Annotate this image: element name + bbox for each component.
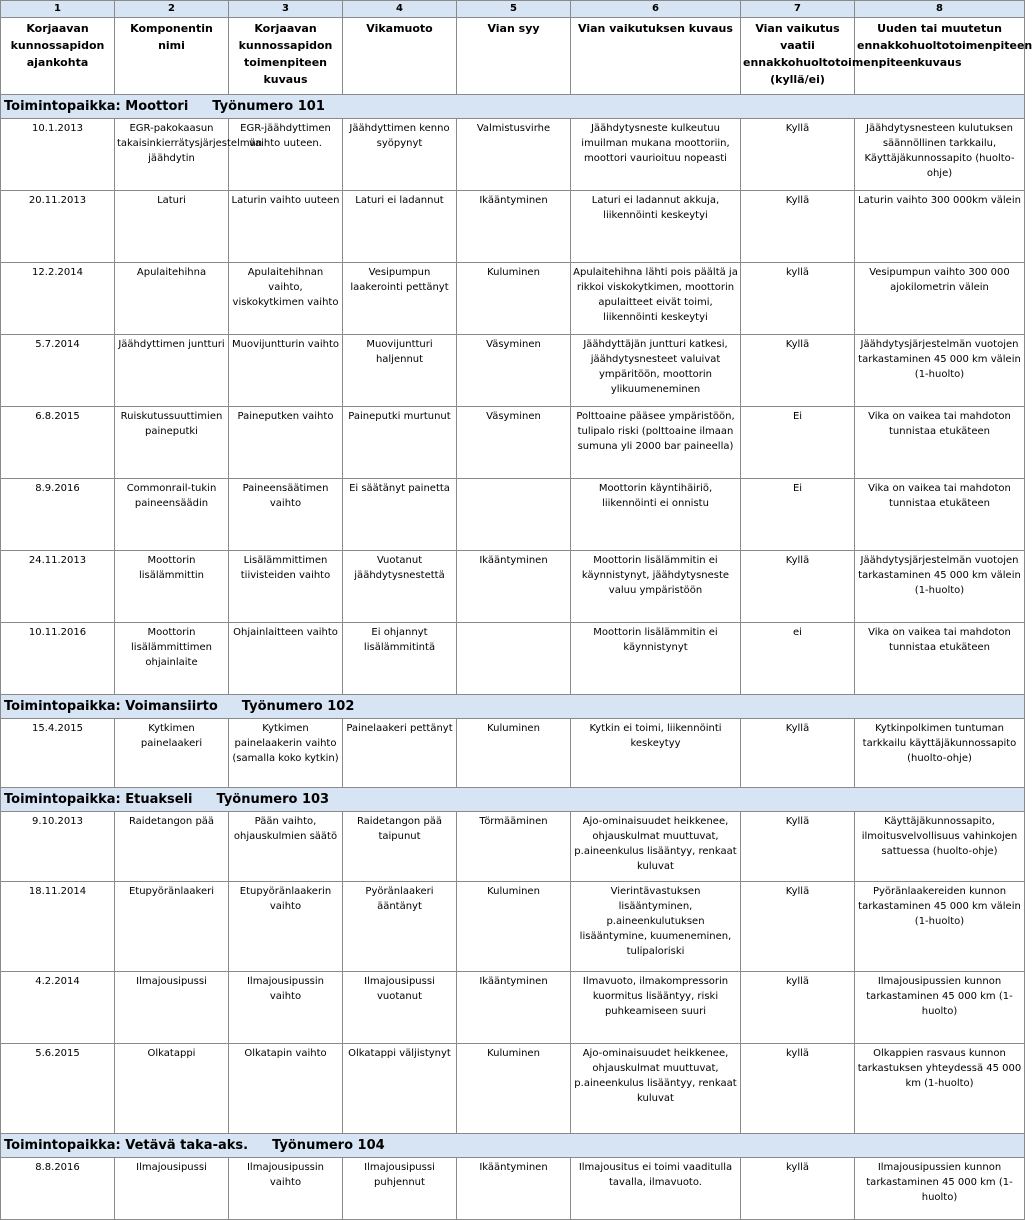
table-cell: Ikääntyminen: [457, 551, 571, 623]
table-row: [1, 719, 1025, 788]
table-cell: Muovijuntturin vaihto: [229, 335, 343, 407]
table-cell: Vika on vaikea tai mahdoton tunnistaa etukäteen: [855, 407, 1025, 479]
column-number: 5: [457, 1, 571, 18]
table-row: [1, 335, 1025, 407]
section-title: [1, 1134, 1025, 1158]
table-cell: Commonrail-tukin paineensäädin: [115, 479, 229, 551]
table-cell: kyllä: [741, 263, 855, 335]
table-cell: Jäähdyttäjän juntturi katkesi, jäähdytysnesteet valuivat ympäritöön, moottorin ylikuumeneminen: [571, 335, 741, 407]
table-cell: 24.11.2013: [1, 551, 115, 623]
table-cell: kyllä: [741, 1044, 855, 1134]
table-cell: Ei ohjannyt lisälämmitintä: [343, 623, 457, 695]
table-cell: Vesipumpun vaihto 300 000 ajokilometrin välein: [855, 263, 1025, 335]
table-cell: Kyllä: [741, 551, 855, 623]
table-cell: Jäähdytysnesteen kulutuksen säännöllinen tarkkailu, Käyttäjäkunnossapito (huolto-ohje): [855, 119, 1025, 191]
table-cell: 10.1.2013: [1, 119, 115, 191]
table-cell: Olkappien rasvaus kunnon tarkastuksen yhteydessä 45 000 km (1-huolto): [855, 1044, 1025, 1134]
table-cell: Kuluminen: [457, 1044, 571, 1134]
table-cell: Ruiskutussuuttimien paineputki: [115, 407, 229, 479]
table-cell: 6.8.2015: [1, 407, 115, 479]
section-header: [1, 788, 1025, 812]
table-cell: Ajo-ominaisuudet heikkenee, ohjauskulmat muuttuvat, p.aineenkulus lisääntyy, renkaat kuluvat: [571, 1044, 741, 1134]
table-cell: Ilmavuoto, ilmakompressorin kuormitus lisääntyy, riski puhkeamiseen suuri: [571, 972, 741, 1044]
table-cell: [457, 623, 571, 695]
table-row: [1, 1158, 1025, 1220]
table-cell: Kytkimen painelaakerin vaihto (samalla koko kytkin): [229, 719, 343, 788]
section-place: Toimintopaikka: Voimansiirto: [4, 699, 218, 714]
table-cell: Raidetangon pää taipunut: [343, 812, 457, 882]
table-cell: EGR-pakokaasun takaisinkierrätysjärjestelmän jäähdytin: [115, 119, 229, 191]
table-row: [1, 263, 1025, 335]
header-row: [1, 18, 1025, 95]
table-cell: Moottorin lisälämmitin ei käynnistynyt, jäähdytysneste valuu ympäristöön: [571, 551, 741, 623]
section-work-number: Työnumero 102: [241, 699, 355, 714]
table-cell: Moottorin lisälämmittimen ohjainlaite: [115, 623, 229, 695]
column-number: 8: [855, 1, 1025, 18]
table-cell: Ikääntyminen: [457, 972, 571, 1044]
table-cell: 8.8.2016: [1, 1158, 115, 1220]
section-work-number: Työnumero 104: [272, 1138, 385, 1153]
table-cell: Jäähdytysjärjestelmän vuotojen tarkastaminen 45 000 km välein (1-huolto): [855, 551, 1025, 623]
table-cell: Ilmajousipussi vuotanut: [343, 972, 457, 1044]
table-cell: Kuluminen: [457, 882, 571, 972]
table-row: [1, 191, 1025, 263]
table-cell: Ikääntyminen: [457, 191, 571, 263]
table-cell: Ilmajousipussien kunnon tarkastaminen 45 000 km (1-huolto): [855, 1158, 1025, 1220]
table-cell: Muovijuntturi haljennut: [343, 335, 457, 407]
table-row: [1, 551, 1025, 623]
table-cell: EGR-jäähdyttimen vaihto uuteen.: [229, 119, 343, 191]
column-header: Vikamuoto: [343, 18, 457, 95]
table-cell: Kyllä: [741, 882, 855, 972]
table-cell: Olkatappi: [115, 1044, 229, 1134]
table-cell: Jäähdytysjärjestelmän vuotojen tarkastaminen 45 000 km välein (1-huolto): [855, 335, 1025, 407]
table-cell: Ei: [741, 479, 855, 551]
table-cell: Ilmajousitus ei toimi vaaditulla tavalla, ilmavuoto.: [571, 1158, 741, 1220]
table-cell: Vuotanut jäähdytysnestettä: [343, 551, 457, 623]
table-cell: Ei: [741, 407, 855, 479]
table-row: [1, 119, 1025, 191]
column-number: 3: [229, 1, 343, 18]
table-cell: Polttoaine pääsee ympäristöön, tulipalo riski (polttoaine ilmaan sumuna yli 2000 bar paineella): [571, 407, 741, 479]
table-cell: Kyllä: [741, 191, 855, 263]
table-cell: Moottorin käyntihäiriö, liikennöinti ei onnistu: [571, 479, 741, 551]
table-cell: Ilmajousipussi: [115, 1158, 229, 1220]
column-number-row: [1, 1, 1025, 18]
table-cell: Ilmajousipussi puhjennut: [343, 1158, 457, 1220]
table-row: [1, 479, 1025, 551]
table-cell: 4.2.2014: [1, 972, 115, 1044]
table-cell: Vesipumpun laakerointi pettänyt: [343, 263, 457, 335]
column-number: 1: [1, 1, 115, 18]
table-cell: Käyttäjäkunnossapito, ilmoitusvelvollisuus vahinkojen sattuessa (huolto-ohje): [855, 812, 1025, 882]
section-work-number: Työnumero 103: [216, 792, 330, 807]
table-cell: Laturin vaihto uuteen: [229, 191, 343, 263]
table-cell: 18.11.2014: [1, 882, 115, 972]
table-cell: Laturi ei ladannut akkuja, liikennöinti keskeytyi: [571, 191, 741, 263]
table-cell: Vika on vaikea tai mahdoton tunnistaa etukäteen: [855, 623, 1025, 695]
table-cell: kyllä: [741, 1158, 855, 1220]
table-cell: Ilmajousipussin vaihto: [229, 972, 343, 1044]
table-cell: Pään vaihto, ohjauskulmien säätö: [229, 812, 343, 882]
table-row: [1, 972, 1025, 1044]
table-cell: 5.7.2014: [1, 335, 115, 407]
table-cell: Jäähdytysneste kulkeutuu imuilman mukana moottoriin, moottori vaurioituu nopeasti: [571, 119, 741, 191]
table-row: [1, 623, 1025, 695]
table-cell: 15.4.2015: [1, 719, 115, 788]
section-title: [1, 788, 1025, 812]
column-number: 4: [343, 1, 457, 18]
table-cell: 5.6.2015: [1, 1044, 115, 1134]
table-cell: Etupyöränlaakerin vaihto: [229, 882, 343, 972]
table-cell: Ei säätänyt painetta: [343, 479, 457, 551]
section-place: Toimintopaikka: Moottori: [4, 99, 189, 114]
table-cell: Vierintävastuksen lisääntyminen, p.aineenkulutuksen lisääntymine, kuumeneminen, tulipaloriski: [571, 882, 741, 972]
table-cell: Ilmajousipussi: [115, 972, 229, 1044]
table-cell: [457, 479, 571, 551]
table-cell: Painelaakeri pettänyt: [343, 719, 457, 788]
table-cell: Apulaitehihnan vaihto, viskokytkimen vaihto: [229, 263, 343, 335]
table-cell: Paineputki murtunut: [343, 407, 457, 479]
table-cell: Kuluminen: [457, 719, 571, 788]
table-cell: Paineensäätimen vaihto: [229, 479, 343, 551]
table-cell: Laturi ei ladannut: [343, 191, 457, 263]
column-header: Vian vaikutus vaatii ennakkohuoltotoimenpiteen (kyllä/ei): [741, 18, 855, 95]
table-cell: 10.11.2016: [1, 623, 115, 695]
table-cell: Törmääminen: [457, 812, 571, 882]
table-cell: Väsyminen: [457, 335, 571, 407]
table-cell: Apulaitehihna lähti pois päältä ja rikkoi viskokytkimen, moottorin apulaitteet eivät toimi, liikennöinti keskeytyi: [571, 263, 741, 335]
section-place: Toimintopaikka: Etuakseli: [4, 792, 193, 807]
column-number: 2: [115, 1, 229, 18]
table-cell: Kyllä: [741, 812, 855, 882]
table-cell: 12.2.2014: [1, 263, 115, 335]
table-cell: Lisälämmittimen tiivisteiden vaihto: [229, 551, 343, 623]
section-header: [1, 695, 1025, 719]
column-header: Vian vaikutuksen kuvaus: [571, 18, 741, 95]
table-cell: Laturi: [115, 191, 229, 263]
table-cell: Kyllä: [741, 119, 855, 191]
table-cell: Kyllä: [741, 335, 855, 407]
table-row: [1, 1044, 1025, 1134]
table-cell: Kytkimen painelaakeri: [115, 719, 229, 788]
column-header: Vian syy: [457, 18, 571, 95]
table-cell: 9.10.2013: [1, 812, 115, 882]
section-title: [1, 95, 1025, 119]
table-cell: Ajo-ominaisuudet heikkenee, ohjauskulmat muuttuvat, p.aineenkulus lisääntyy, renkaat kuluvat: [571, 812, 741, 882]
table-cell: Olkatapin vaihto: [229, 1044, 343, 1134]
table-cell: ei: [741, 623, 855, 695]
table-cell: kyllä: [741, 972, 855, 1044]
column-header: Uuden tai muutetun ennakkohuoltotoimenpiteen kuvaus: [855, 18, 1025, 95]
table-cell: Valmistusvirhe: [457, 119, 571, 191]
table-cell: Pyöränlaakereiden kunnon tarkastaminen 45 000 km välein (1-huolto): [855, 882, 1025, 972]
section-place: Toimintopaikka: Vetävä taka-aks.: [4, 1138, 249, 1153]
table-cell: Moottorin lisälämmitin ei käynnistynyt: [571, 623, 741, 695]
table-cell: Kytkin ei toimi, liikennöinti keskeytyy: [571, 719, 741, 788]
table-cell: 20.11.2013: [1, 191, 115, 263]
table-row: [1, 407, 1025, 479]
table-cell: Vika on vaikea tai mahdoton tunnistaa etukäteen: [855, 479, 1025, 551]
column-header: Korjaavan kunnossapidon toimenpiteen kuvaus: [229, 18, 343, 95]
column-number: 7: [741, 1, 855, 18]
table-cell: Paineputken vaihto: [229, 407, 343, 479]
table-row: [1, 882, 1025, 972]
table-row: [1, 812, 1025, 882]
table-cell: Raidetangon pää: [115, 812, 229, 882]
column-header: Komponentin nimi: [115, 18, 229, 95]
table-cell: Kytkinpolkimen tuntuman tarkkailu käyttäjäkunnossapito (huolto-ohje): [855, 719, 1025, 788]
table-cell: Etupyöränlaakeri: [115, 882, 229, 972]
table-cell: Laturin vaihto 300 000km välein: [855, 191, 1025, 263]
section-work-number: Työnumero 101: [212, 99, 325, 114]
table-cell: 8.9.2016: [1, 479, 115, 551]
table-cell: Ikääntyminen: [457, 1158, 571, 1220]
table-cell: Moottorin lisälämmittin: [115, 551, 229, 623]
table-cell: Olkatappi väljistynyt: [343, 1044, 457, 1134]
table-cell: Kuluminen: [457, 263, 571, 335]
column-number: 6: [571, 1, 741, 18]
table-cell: Apulaitehihna: [115, 263, 229, 335]
table-cell: Kyllä: [741, 719, 855, 788]
section-title: [1, 695, 1025, 719]
table-cell: Jäähdyttimen kenno syöpynyt: [343, 119, 457, 191]
table-cell: Ilmajousipussin vaihto: [229, 1158, 343, 1220]
table-cell: Jäähdyttimen juntturi: [115, 335, 229, 407]
section-header: [1, 1134, 1025, 1158]
table-cell: Ohjainlaitteen vaihto: [229, 623, 343, 695]
table-cell: Väsyminen: [457, 407, 571, 479]
column-header: Korjaavan kunnossapidon ajankohta: [1, 18, 115, 95]
table-cell: Ilmajousipussien kunnon tarkastaminen 45 000 km (1-huolto): [855, 972, 1025, 1044]
table-cell: Pyöränlaakeri ääntänyt: [343, 882, 457, 972]
section-header: [1, 95, 1025, 119]
